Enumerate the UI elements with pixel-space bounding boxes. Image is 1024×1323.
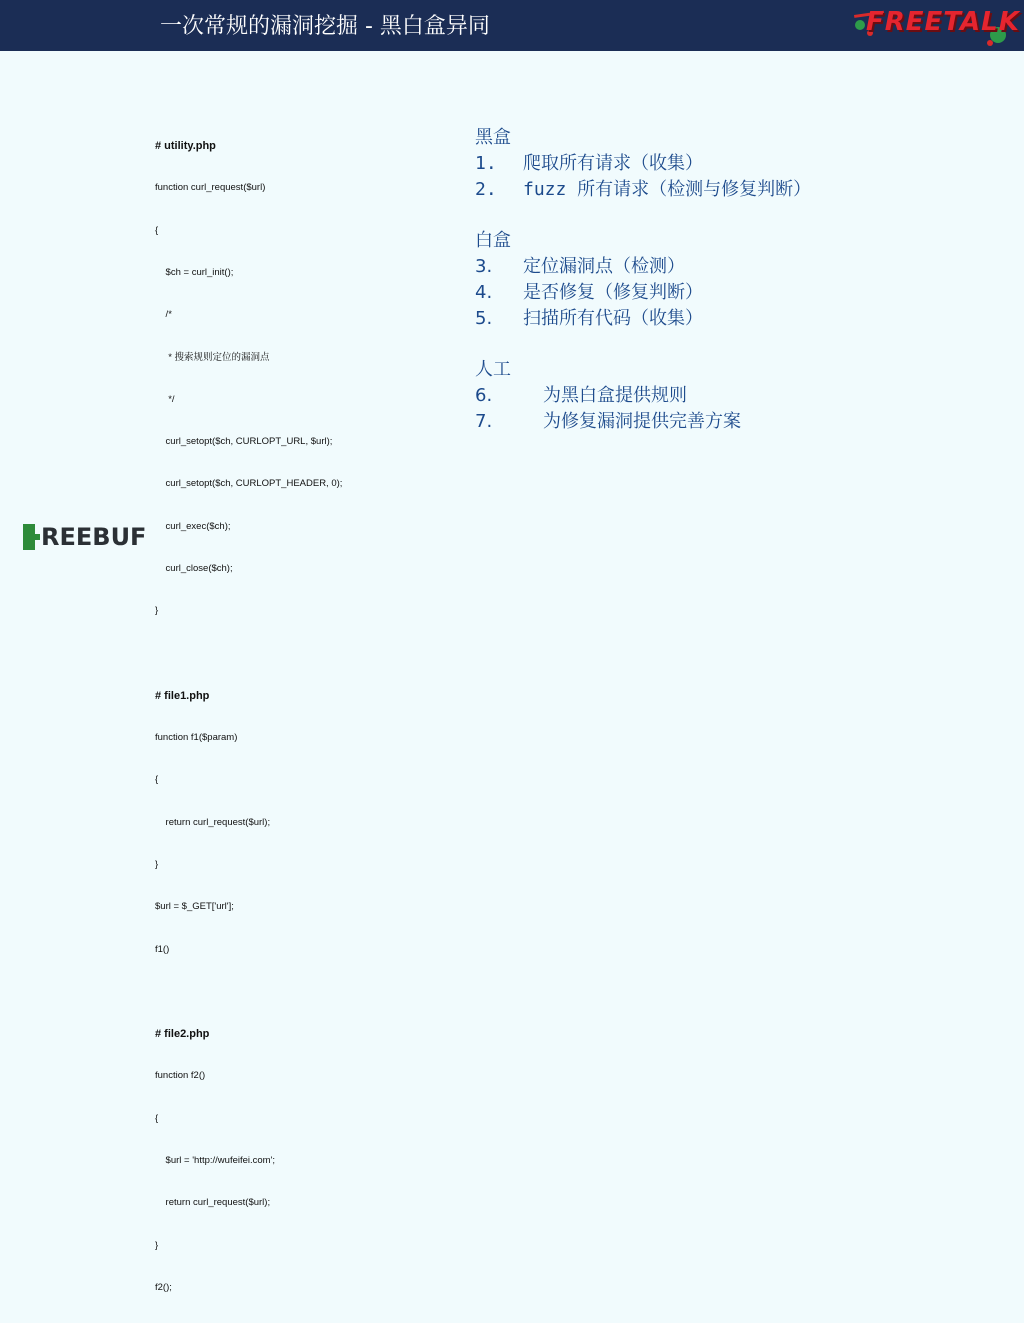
code-line: { <box>155 224 159 236</box>
code-line: { <box>155 774 159 786</box>
code-line: curl_setopt($ch, CURLOPT_HEADER, 0); <box>155 478 343 490</box>
list-item-text: 定位漏洞点（检测） <box>523 256 685 277</box>
code-line: $ch = curl_init(); <box>155 267 234 279</box>
code-line: return curl_request($url); <box>155 1197 271 1209</box>
code-line: */ <box>155 393 175 405</box>
list-item-text: fuzz 所有请求（检测与修复判断） <box>523 179 812 200</box>
freebuf-mark-icon <box>23 524 35 550</box>
code-line: curl_close($ch); <box>155 563 233 574</box>
code-line: curl_setopt($ch, CURLOPT_URL, $url); <box>155 436 333 448</box>
code-line: f1() <box>155 943 170 955</box>
code-line: f2(); <box>155 1281 172 1293</box>
code-line: return curl_request($url); <box>155 816 271 828</box>
list-item-text: 是否修复（修复判断） <box>523 282 703 303</box>
code-file-title: # file2.php <box>155 1028 210 1041</box>
code-file-title: # file1.php <box>155 689 210 702</box>
manual-heading: 人工 <box>475 359 511 380</box>
list-item-number: 7. <box>475 411 493 432</box>
comparison-list <box>475 125 811 435</box>
code-line: function f2() <box>155 1070 206 1082</box>
list-item <box>475 409 811 435</box>
list-item <box>475 151 811 177</box>
list-item <box>475 280 811 306</box>
code-line: * 搜索规则定位的漏洞点 <box>155 351 270 363</box>
list-item-number: 2. <box>475 179 497 200</box>
code-block <box>155 111 342 1323</box>
freetalk-logo <box>848 3 1020 49</box>
freebuf-logo <box>23 523 146 551</box>
list-item-text: 扫描所有代码（收集） <box>523 308 703 329</box>
code-line: function f1($param) <box>155 732 238 744</box>
code-line: } <box>155 1239 159 1251</box>
code-line: } <box>155 605 159 617</box>
slide-title: 一次常规的漏洞挖掘 - 黑白盒异同 <box>160 14 490 39</box>
code-line: { <box>155 1112 159 1124</box>
code-line: $url = $_GET['url']; <box>155 901 234 913</box>
code-line: curl_exec($ch); <box>155 520 231 532</box>
list-item <box>475 306 811 332</box>
freebuf-logo-text: REEBUF <box>41 523 147 551</box>
code-line: } <box>155 858 159 870</box>
code-file-title: # utility.php <box>155 140 216 153</box>
black-box-heading: 黑盒 <box>475 127 511 148</box>
code-line: function curl_request($url) <box>155 182 266 194</box>
white-box-heading: 白盒 <box>475 230 511 251</box>
freetalk-logo-text: FREETALK <box>866 7 1020 37</box>
code-line: $url = 'http://wufeifei.com'; <box>155 1154 276 1166</box>
list-item-number: 3. <box>475 256 493 277</box>
list-item-number: 5. <box>475 308 493 329</box>
list-item-number: 1. <box>475 153 497 174</box>
code-line: /* <box>155 309 172 321</box>
list-item-number: 6. <box>475 385 493 406</box>
list-item-number: 4. <box>475 282 493 303</box>
list-item-text: 为修复漏洞提供完善方案 <box>543 411 741 432</box>
list-item <box>475 254 811 280</box>
list-item <box>475 383 811 409</box>
list-item-text: 为黑白盒提供规则 <box>543 385 687 406</box>
list-item <box>475 177 811 203</box>
list-item-text: 爬取所有请求（收集） <box>523 153 703 174</box>
title-bar <box>0 0 1024 51</box>
